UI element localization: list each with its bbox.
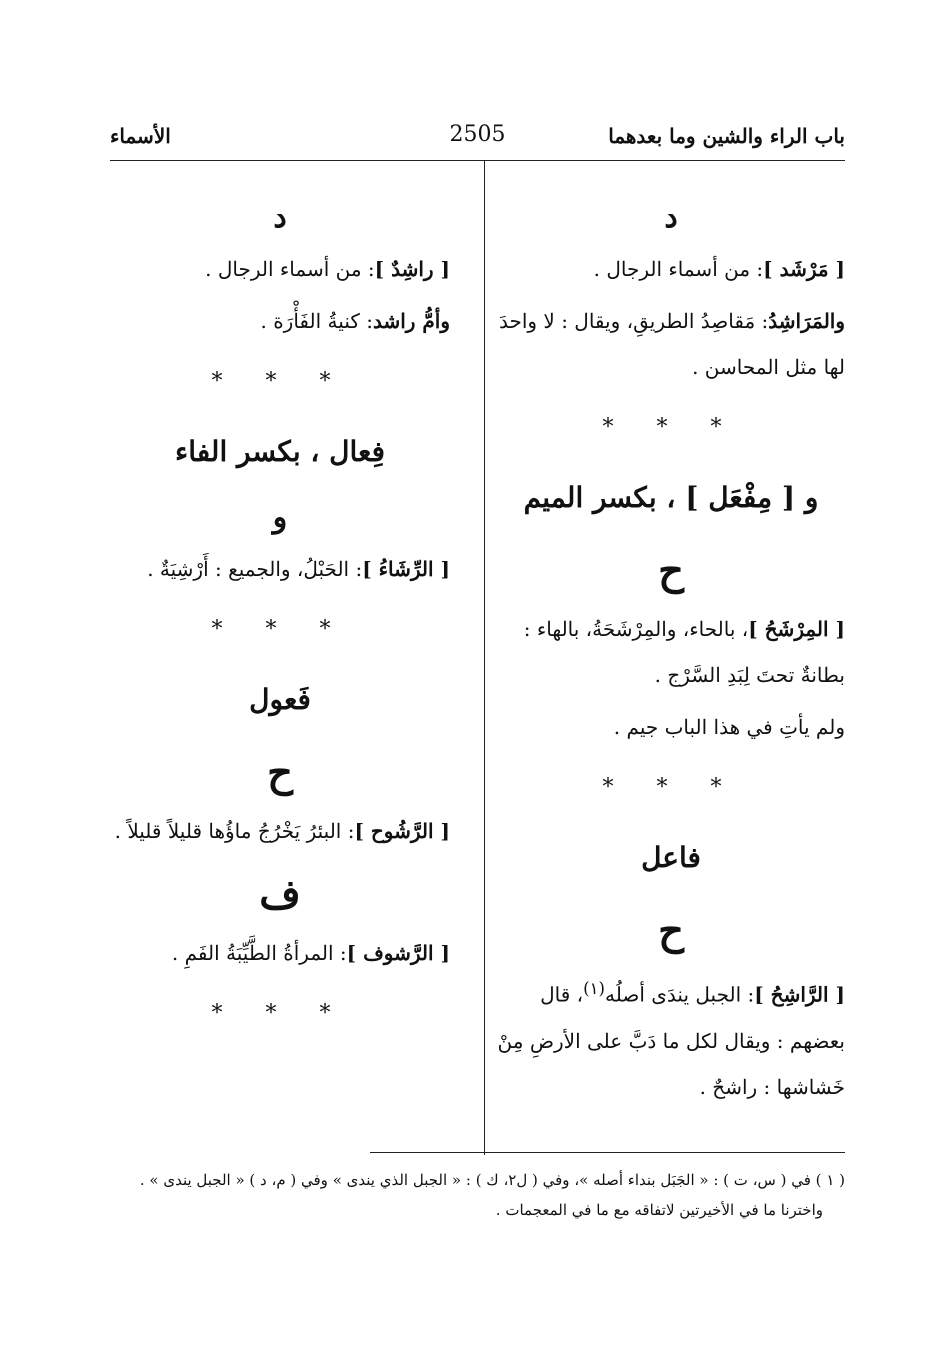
entry-definition: : كنيةُ الفَأْرَة . bbox=[260, 309, 373, 333]
entry-note: ولم يأتِ في هذا الباب جيم . bbox=[613, 715, 845, 739]
section-title: الأسماء bbox=[110, 124, 171, 148]
entry-definition-cont: ، قال بعضهم : ويقال لكل ما دَبَّ على الأرضِ مِنْ خَشاشها : راشحٌ . bbox=[497, 982, 845, 1099]
entry-headword: وأمُّ راشد bbox=[372, 309, 450, 333]
left-column bbox=[110, 190, 450, 1052]
entry-definition: ، بالحاء، والمِرْشَحَةُ، بالهاء : بطانةٌ تحتَ لِبَدِ السَّرْج . bbox=[523, 617, 845, 687]
letter-heading: ح bbox=[658, 907, 684, 954]
entry-definition: : البئرُ يَخْرُجُ ماؤُها قليلاً قليلاً . bbox=[114, 819, 355, 843]
letter-heading: ح bbox=[267, 749, 293, 796]
section-heading: فِعال ، بكسر الفاء bbox=[175, 435, 385, 468]
entry-definition: : مَقاصِدُ الطريقِ، ويقال : لا واحدَ لها مثل المحاسن . bbox=[499, 309, 845, 379]
section-heading: فاعل bbox=[641, 841, 701, 874]
section-heading: و [ مِفْعَل ] ، بكسر الميم bbox=[523, 481, 819, 514]
entry-rashid bbox=[110, 246, 450, 292]
page-number: 2505 bbox=[449, 122, 506, 147]
right-column bbox=[497, 190, 845, 1116]
letter-heading: د bbox=[273, 200, 287, 235]
footnote-line: ( ١ ) في ( س، ت ) : « الجَبَل بنداء أصله »، وفي ( ل٢، ك ) : « الجبل الذي يندى » وفي ( م، د ) « الجبل يندى » . bbox=[139, 1171, 845, 1189]
entry-marashid bbox=[497, 298, 845, 390]
entry-headword: [ الرَّاشِحُ ] bbox=[754, 982, 845, 1007]
entry-definition: : من أسماء الرجال . bbox=[593, 257, 764, 281]
letter-heading: د bbox=[664, 200, 678, 235]
entry-definition: : من أسماء الرجال . bbox=[205, 257, 375, 281]
entry-headword: [ الرَّشوف ] bbox=[346, 941, 450, 965]
section-separator: * * * bbox=[602, 415, 740, 440]
footnote-line: واخترنا ما في الأخيرتين لاتفاقه مع ما في المعجمات . bbox=[495, 1201, 823, 1219]
entry-umm-rashid bbox=[110, 298, 450, 344]
entry-headword: [ المِرْشَحُ ] bbox=[748, 617, 845, 641]
section-separator: * * * bbox=[211, 369, 349, 394]
entry-mirshah bbox=[497, 606, 845, 698]
entry-headword: [ الرَّشُوح ] bbox=[354, 819, 450, 843]
letter-heading: و bbox=[272, 500, 288, 535]
section-separator: * * * bbox=[211, 1001, 349, 1026]
section-separator: * * * bbox=[211, 617, 349, 642]
footnote-rule bbox=[370, 1152, 845, 1153]
section-separator: * * * bbox=[602, 775, 740, 800]
entry-rashuh bbox=[110, 808, 450, 854]
chapter-title: باب الراء والشين وما بعدهما bbox=[608, 124, 845, 148]
entry-rashih bbox=[497, 966, 845, 1110]
entry-headword: [ الرِّشَاءُ ] bbox=[362, 557, 450, 581]
entry-definition: : المرأةُ الطَّيِّبَةُ الفَمِ . bbox=[171, 941, 347, 965]
entry-risha bbox=[110, 546, 450, 592]
letter-heading: ف bbox=[259, 871, 301, 918]
entry-headword: [ راشِدٌ ] bbox=[374, 257, 450, 281]
letter-heading: ح bbox=[658, 547, 684, 594]
entry-headword: والمَرَاشِدُ bbox=[768, 309, 845, 333]
footnote bbox=[110, 1165, 845, 1225]
section-heading: فَعول bbox=[249, 683, 311, 716]
entry-rashuf bbox=[110, 930, 450, 976]
entry-definition: : الحَبْلُ، والجميع : أَرْشِيَةٌ . bbox=[147, 557, 363, 581]
entry-marshad bbox=[497, 246, 845, 292]
column-divider bbox=[484, 160, 485, 1155]
footnote-marker: (١) bbox=[583, 979, 606, 998]
header-rule bbox=[110, 160, 845, 161]
running-header bbox=[110, 118, 845, 158]
entry-definition: : الجبل يندَى أصلُه bbox=[605, 982, 755, 1007]
entry-headword: [ مَرْشَد ] bbox=[763, 257, 845, 281]
